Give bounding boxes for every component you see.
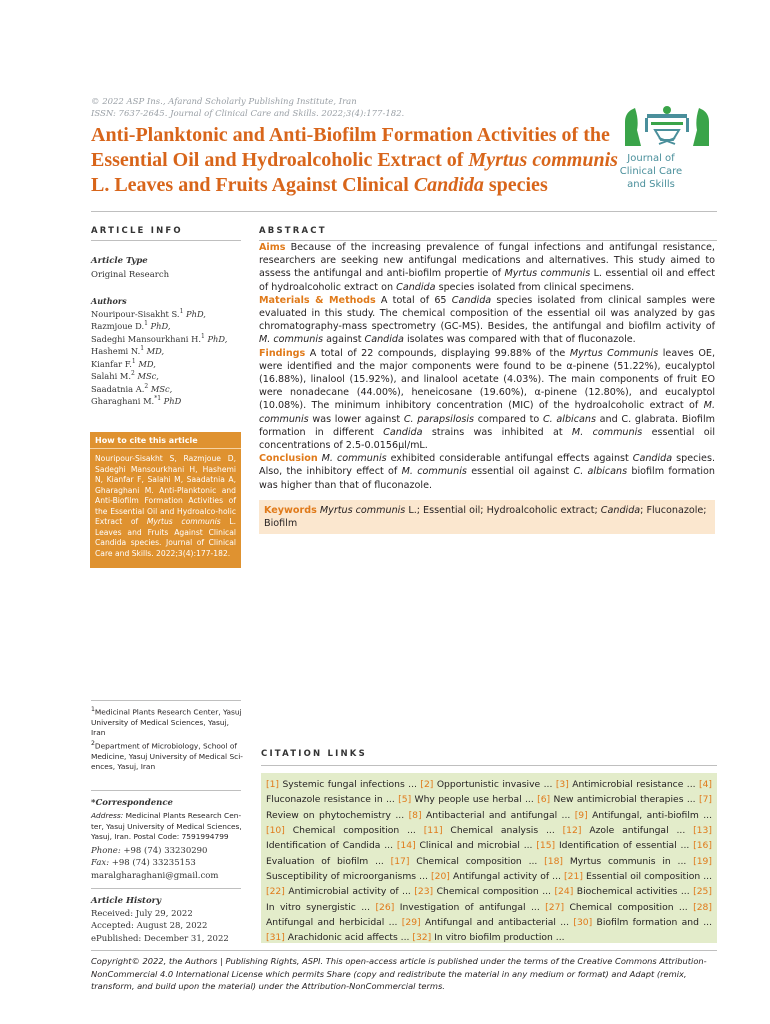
affiliation-2: Department of Microbiology, School of Medicine, Yasuj University of Medical Sci-ences, Yasuj, Iran: [91, 741, 243, 772]
author-degree: MSc,: [134, 371, 159, 382]
article-title: [91, 123, 636, 198]
citation-link-text[interactable]: Opportunistic invasive ...: [433, 779, 556, 790]
citation-link-text[interactable]: Why people use herbal ...: [411, 794, 538, 806]
logo-text-line3: and Skills: [627, 179, 675, 190]
citation-link[interactable]: [402, 917, 574, 928]
citation-link-number[interactable]: [27]: [545, 901, 565, 913]
citation-link-number[interactable]: [7]: [698, 794, 712, 806]
title-line-2: Essential Oil and Hydroalcoholic Extract of: [91, 149, 469, 171]
citation-link-number[interactable]: [10]: [266, 825, 285, 837]
citation-link-number[interactable]: [19]: [693, 855, 712, 867]
citation-link-text[interactable]: Chemical composition ...: [564, 901, 694, 913]
author-item: [91, 307, 227, 319]
citation-links-box: [261, 773, 717, 943]
phone-value: +98 (74) 33230290: [123, 846, 208, 856]
author-degree: PhD,: [183, 308, 206, 319]
title-line-3: L. Leaves and Fruits Against Clinical: [91, 174, 414, 196]
author-degree: MSc,: [148, 383, 173, 394]
citation-link-number[interactable]: [26]: [375, 901, 395, 913]
citation-link-text[interactable]: Antifungal and antibacterial ...: [420, 917, 574, 929]
keywords-label: Keywords: [264, 505, 317, 516]
author-name: Salahi M.: [91, 371, 131, 382]
author-degree: MD,: [144, 346, 165, 357]
citation-link-text[interactable]: Antifungal, anti-biofilm ...: [587, 809, 712, 821]
affiliation-divider: [91, 700, 241, 701]
citation-link[interactable]: [424, 825, 563, 836]
history-label: Article History: [91, 896, 162, 906]
aims-text: Because of the increasing prevalence of fungal infections and antifungal resistance, researchers are seeking new antifungal medications and alternatives. This study aimed to assess the antifungal and anti-biofilm propertie of Myrtus communis L. essential oil and effect of hydroalcoholic extract on Candida species isolated from clinical specimens.: [259, 242, 716, 293]
citation-link[interactable]: [573, 917, 712, 928]
author-item: [91, 332, 227, 344]
citation-link-text[interactable]: Antimicrobial activity of ...: [284, 886, 415, 898]
correspondence-label: *Correspondence: [91, 798, 173, 808]
author-degree: PhD,: [147, 321, 171, 332]
author-item: [91, 319, 227, 331]
citation-link-text[interactable]: Biofilm formation and ...: [592, 917, 712, 929]
citation-link-text[interactable]: Susceptibility of microorganisms ...: [266, 871, 432, 883]
author-name: Kianfar F.: [91, 358, 132, 369]
accepted-date: Accepted: August 28, 2022: [91, 921, 208, 932]
citation-link[interactable]: [554, 886, 693, 897]
citation-link[interactable]: [266, 779, 420, 790]
citation-link-number[interactable]: [28]: [693, 901, 712, 913]
author-item: [91, 369, 227, 381]
citation-link-number[interactable]: [32]: [412, 932, 432, 944]
journal-logo-icon: [617, 100, 717, 150]
fax-value: +98 (74) 33235153: [111, 858, 196, 869]
author-affiliation-mark: 2: [144, 382, 149, 390]
citation-link-text[interactable]: Chemical composition ...: [433, 886, 555, 898]
citation-link-number[interactable]: [16]: [693, 840, 712, 852]
citation-link-number[interactable]: [21]: [564, 871, 583, 883]
citation-link-number[interactable]: [17]: [390, 855, 410, 867]
citation-link-number[interactable]: [23]: [414, 886, 434, 898]
citation-link[interactable]: [266, 932, 412, 943]
author-degree: PhD,: [204, 333, 228, 344]
citation-link[interactable]: [391, 856, 545, 867]
citation-link-text[interactable]: Antifungal and herbicidal ...: [266, 917, 402, 929]
address-text: Medicinal Plants Research Cen-ter, Yasuj University of Medical Sciences, Yasuj, Iran. Postal Code: 7591994799: [91, 811, 242, 841]
conclusion-label: Conclusion: [259, 453, 318, 465]
citation-link-number[interactable]: [13]: [693, 825, 712, 837]
author-affiliation-mark: *1: [154, 395, 162, 403]
citation-link-text[interactable]: In vitro biofilm production ...: [431, 932, 565, 944]
citation-link-number[interactable]: [30]: [573, 917, 593, 929]
citation-link-number[interactable]: [2]: [420, 779, 434, 790]
published-date: ePublished: December 31, 2022: [91, 933, 229, 944]
citation-link-text[interactable]: Chemical analysis ...: [442, 825, 563, 837]
author-name: Hashemi N.: [91, 346, 141, 357]
author-affiliation-mark: 1: [179, 308, 184, 315]
citation-link-number[interactable]: [3]: [555, 779, 569, 790]
citation-links-divider: [261, 765, 717, 766]
citation-link-text[interactable]: Identification of Candida ...: [266, 840, 397, 852]
citation-link-text[interactable]: Fluconazole resistance in ...: [266, 794, 399, 806]
article-type-label: Article Type: [91, 256, 148, 266]
author-name: Nouripour-Sisakht S.: [91, 308, 180, 319]
logo-text-line2: Clinical Care: [619, 166, 683, 177]
email-link[interactable]: maralgharaghani@gmail.com: [91, 870, 219, 881]
title-species: Myrtus communis: [468, 149, 618, 171]
author-affiliation-mark: 1: [144, 320, 148, 328]
article-info-divider: [91, 240, 241, 241]
history-divider: [91, 888, 241, 889]
author-name: Gharaghani M.: [91, 396, 155, 407]
article-type-value: Original Research: [91, 270, 170, 280]
how-to-cite-box: [90, 432, 241, 568]
methods-label: Materials & Methods: [259, 294, 376, 306]
citation-link-number[interactable]: [22]: [266, 886, 285, 898]
copyright-footer: Copyright© 2022, the Authors | Publishing Rights, ASPI. This open-access article is published under the terms of the Creative Commons Attribution-NonCommercial 4.0 International License which permits Share (copy and redistribute the material in any medium or format) and Adapt (remix, transform, and build upon the material) under the Attribution-NonCommercial terms.: [91, 956, 707, 991]
findings-label: Findings: [259, 347, 306, 359]
journal-logo: [617, 100, 717, 200]
citation-link-text[interactable]: New antimicrobial therapies ...: [550, 794, 699, 806]
authors-list: [91, 307, 227, 407]
citation-link-text[interactable]: Biochemical activities ...: [573, 886, 694, 898]
citation-link-number[interactable]: [8]: [408, 809, 422, 821]
citation-link-number[interactable]: [12]: [562, 825, 582, 837]
address-label: Address: [91, 811, 121, 820]
citation-link-text[interactable]: Arachidonic acid affects ...: [284, 932, 413, 944]
article-info-heading: ARTICLE INFO: [91, 226, 183, 236]
author-degree: MD,: [135, 358, 156, 369]
citation-links-heading: CITATION LINKS: [261, 749, 367, 759]
citation-link-text[interactable]: Azole antifungal ...: [581, 825, 694, 837]
logo-text-line1: Journal of: [627, 153, 675, 164]
citation-link[interactable]: [266, 825, 424, 836]
citation-link[interactable]: [564, 871, 712, 882]
citation-link-number[interactable]: [9]: [574, 809, 588, 821]
citation-link-number[interactable]: [20]: [431, 871, 450, 883]
citation-link-text[interactable]: Review on phytochemistry ...: [266, 809, 409, 821]
citation-link[interactable]: [545, 902, 693, 913]
citation-link-text[interactable]: Antibacterial and antifungal ...: [421, 809, 575, 821]
citation-link-number[interactable]: [31]: [266, 932, 285, 944]
author-item: [91, 394, 227, 406]
citation-link-number[interactable]: [14]: [396, 840, 416, 852]
conclusion-text: M. communis exhibited considerable antifungal effects against Candida species. Also, the inhibitory effect of M. communis essential oil against C. albicans biofilm formation was higher than that of fluconazole.: [259, 453, 715, 491]
authors-label: Authors: [91, 296, 127, 306]
citation-link[interactable]: [431, 871, 564, 882]
citation-link[interactable]: [556, 779, 699, 790]
affiliation-1: Medicinal Plants Research Center, Yasuj University of Medical Sciences, Yasuj, Iran: [91, 707, 242, 738]
findings-text: A total of 22 compounds, displaying 99.88% of the Myrtus Communis leaves OE, were identified and the major components were found to be α-pinene (51.22%), eucalyptol (16.88%), linalool (15.92%), and linalool acetate (4.03%). The main components of fruit EO were nonadecane (44.00%), heneicosane (19.60%), α-pinene (12.80%), and eucalyptol (10.08%). The minimum inhibitory concentration (MIC) of the hydroalcoholic extract of M. communis was lower against C. parapsilosis compared to C. albicans and C. glabrata. Biofilm formation in different Candida strains was inhibited at M. communis essential oil concentrations of 2.5-0.0156μl/mL.: [259, 347, 715, 452]
title-line-1: Anti-Planktonic and Anti-Biofilm Formation Activities of the: [91, 124, 610, 146]
citation-link-number[interactable]: [24]: [554, 886, 574, 898]
history-dates: [91, 908, 229, 945]
how-to-cite-title: How to cite this article: [90, 432, 241, 449]
citation-link[interactable]: [563, 825, 694, 836]
citation-link[interactable]: [544, 856, 693, 867]
title-genus: Candida: [413, 174, 484, 196]
keywords-text: Myrtus communis L.; Essential oil; Hydroalcoholic extract; Candida; Fluconazole; Biofilm: [264, 505, 707, 529]
citation-link-number[interactable]: [15]: [536, 840, 556, 852]
citation-link[interactable]: [414, 886, 554, 897]
abstract-heading: ABSTRACT: [259, 226, 327, 236]
footer-divider: [91, 950, 717, 951]
author-affiliation-mark: 2: [131, 370, 135, 378]
author-item: [91, 344, 227, 356]
citation-link[interactable]: [409, 810, 575, 821]
citation-link-number[interactable]: [25]: [693, 886, 712, 898]
citation-link[interactable]: [537, 794, 699, 805]
author-name: Razmjoue D.: [91, 321, 145, 332]
citation-link-number[interactable]: [11]: [423, 825, 443, 837]
author-item: [91, 382, 227, 394]
citation-link-text[interactable]: Evaluation of biofilm ...: [266, 855, 391, 867]
title-divider: [91, 211, 717, 212]
aims-label: Aims: [259, 242, 286, 253]
citation-link-text[interactable]: Identification of essential ...: [555, 840, 694, 852]
citation-link-text[interactable]: Essential oil composition ...: [582, 871, 713, 883]
citation-link[interactable]: [420, 779, 555, 790]
citation-link-number[interactable]: [4]: [698, 779, 712, 790]
author-name: Saadatnia A.: [91, 383, 145, 394]
citation-link-text[interactable]: Clinical and microbial ...: [415, 840, 537, 852]
correspondence-divider: [91, 790, 241, 791]
author-item: [91, 357, 227, 369]
received-date: Received: July 29, 2022: [91, 909, 193, 919]
phone-label: Phone: [91, 846, 118, 856]
citation-link[interactable]: [397, 840, 536, 851]
author-affiliation-mark: 1: [140, 345, 145, 353]
citation-link[interactable]: [398, 794, 537, 805]
citation-link[interactable]: [575, 810, 712, 821]
how-to-cite-text: Nouripour-Sisakht S, Razmjoue D, Sadeghi Mansourkhani H, Hashemi N, Kianfar F, Salahi M, Saadatnia A, Gharaghani M. Anti-Planktonic and Anti-Biofilm Formation Activities of the Essential Oil and Hydroalco-holic Extract of Myrtus communis L. Leaves and Fruits Against Clinical Candida species. Journal of Clinical Care and Skills. 2022;3(4):177-182.: [95, 454, 236, 558]
citation-link-text[interactable]: Myrtus communis in ...: [563, 855, 694, 867]
fax-label: Fax: [91, 858, 107, 869]
author-name: Sadeghi Mansourkhani H.: [91, 333, 201, 344]
citation-link[interactable]: [266, 886, 414, 897]
citation-link-number[interactable]: [18]: [544, 855, 564, 867]
citation-link-text[interactable]: Investigation of antifungal ...: [394, 901, 546, 913]
citation-link-text[interactable]: Antifungal activity of ...: [449, 871, 565, 883]
citation-link[interactable]: [536, 840, 693, 851]
citation-link-number[interactable]: [6]: [537, 794, 551, 806]
correspondence-address: Address: Medicinal Plants Research Cen-ter, Yasuj University of Medical Sciences, Yasuj, Iran. Postal Code: 7591994799: [91, 811, 242, 841]
title-line-3-end: species: [483, 174, 548, 196]
citation-link[interactable]: [412, 932, 564, 943]
citation-link-text[interactable]: Systemic fungal infections ...: [279, 779, 421, 790]
citation-link-text[interactable]: In vitro synergistic ...: [266, 901, 376, 913]
author-degree: PhD: [161, 396, 182, 407]
keywords-box: [259, 500, 715, 534]
author-affiliation-mark: 1: [200, 332, 205, 340]
citation-link-number[interactable]: [29]: [401, 917, 421, 929]
citation-link-text[interactable]: Chemical composition ...: [284, 825, 424, 837]
methods-text: A total of 65 Candida species isolated from clinical samples were evaluated in this study. The chemical composition of the essential oil was analyzed by gas chromatography-mass spectrometry (GC-MS). Besides, the antifungal and biofilm activity of M. communis against Candida isolates was compared with that of fluconazole.: [259, 294, 715, 346]
citation-link-number[interactable]: [5]: [398, 794, 412, 806]
citation-link-text[interactable]: Antimicrobial resistance ...: [568, 779, 699, 790]
affiliations: $^1$Medicinal Plants Research Center, Yasuj University of Medical Sciences, Yasuj, Iran $^2$Department of Microbiology, School of Medicine, Yasuj University of Medical Sci-ences, Yasuj, Iran: [91, 706, 243, 772]
correspondence-contacts: Phone: +98 (74) 33230290 Fax: +98 (74) 33235153 maralgharaghani@gmail.com: [91, 845, 243, 882]
abstract-body: [259, 241, 715, 492]
citation-link-text[interactable]: Chemical composition ...: [409, 855, 545, 867]
citation-link-number[interactable]: [1]: [266, 779, 280, 790]
copyright-header: © 2022 ASP Ins., Afarand Scholarly Publishing Institute, Iran: [91, 97, 357, 107]
citation-link[interactable]: [375, 902, 545, 913]
issn-header: ISSN: 7637-2645. Journal of Clinical Care and Skills. 2022;3(4):177-182.: [91, 109, 405, 119]
author-affiliation-mark: 1: [131, 357, 136, 365]
